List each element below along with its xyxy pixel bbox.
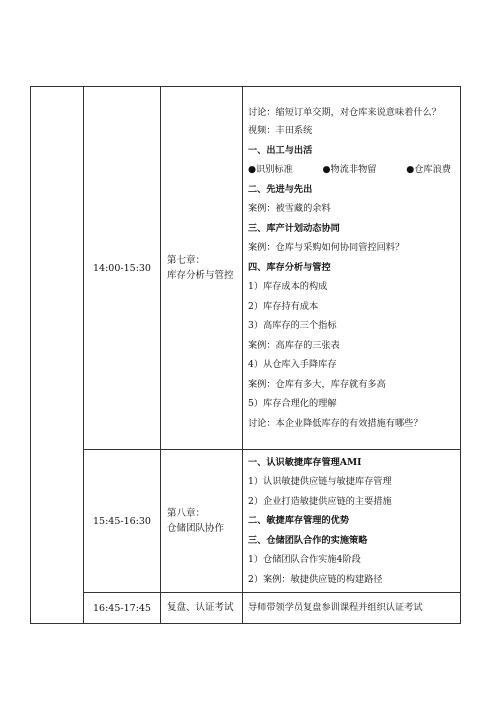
list-item: ●仓库浪费 xyxy=(406,164,451,175)
list-item: 讨论：本企业降低库存的有效措施有哪些？ xyxy=(248,417,423,429)
case-text: 案例：被雪藏的余料 xyxy=(248,203,331,214)
list-item: 1）库存成本的构成 xyxy=(248,281,328,292)
list-item: 案例：高库存的三张表 xyxy=(248,339,340,351)
section-title: 三、库产计划动态协同 xyxy=(248,222,340,234)
section-title: 四、库存分析与管控 xyxy=(248,261,331,273)
chapter-cell: 复盘、认证考试 xyxy=(161,593,243,624)
section-title: 一、认识敏捷库存管理AMI xyxy=(248,456,362,468)
list-item: 2）库存持有成本 xyxy=(248,300,319,312)
section-title: 一、出工与出活 xyxy=(248,144,313,156)
chapter-cell xyxy=(161,450,243,593)
case-text: 案例：仓库与采购如何协同管控回料？ xyxy=(248,242,405,253)
chapter-number: 第八章： xyxy=(167,507,206,519)
content-text: 导师带领学员复盘参训课程并组织认证考试 xyxy=(248,602,423,614)
chapter-cell xyxy=(161,87,243,450)
time-cell: 15:45-16:30 xyxy=(84,450,161,593)
table-row xyxy=(31,450,461,593)
list-item: 1）认识敏捷供应链与敏捷库存管理 xyxy=(248,476,392,488)
list-item: 2）企业打造敏捷供应链的主要措施 xyxy=(248,495,392,507)
bullet-list xyxy=(248,160,455,180)
list-item: ●物流非物留 xyxy=(322,164,377,175)
chapter-number: 第七章： xyxy=(167,254,206,266)
content-cell xyxy=(243,87,461,450)
list-item: 3）高库存的三个指标 xyxy=(248,320,337,331)
section-title: 二、先进与先出 xyxy=(248,183,313,195)
schedule-table xyxy=(30,86,461,624)
time-cell: 14:00-15:30 xyxy=(84,87,161,450)
discussion-text: 讨论：缩短订单交期，对仓库来说意味着什么？ xyxy=(248,107,441,118)
list-item: 5）库存合理化的理解 xyxy=(248,398,337,409)
list-item: 2）案例：敏捷供应链的构建路径 xyxy=(248,573,383,585)
day-cell xyxy=(31,87,84,624)
list-item: 1）仓储团队合作实施4阶段 xyxy=(248,554,361,566)
table-row xyxy=(31,87,461,450)
time-cell: 16:45-17:45 xyxy=(84,593,161,624)
table-row xyxy=(31,593,461,624)
section-title: 二、敏捷库存管理的优势 xyxy=(248,515,350,527)
content-cell xyxy=(243,450,461,593)
section-title: 三、仓储团队合作的实施策略 xyxy=(248,534,368,546)
list-item: 4）从仓库入手降库存 xyxy=(248,359,337,370)
list-item: 案例：仓库有多大，库存就有多高 xyxy=(248,378,386,390)
video-text: 视频：丰田系统 xyxy=(248,125,313,136)
list-item: ●识别标准 xyxy=(248,164,293,175)
content-cell xyxy=(243,593,461,624)
chapter-title: 库存分析与管控 xyxy=(167,270,234,281)
chapter-title: 仓储团队协作 xyxy=(167,523,225,534)
